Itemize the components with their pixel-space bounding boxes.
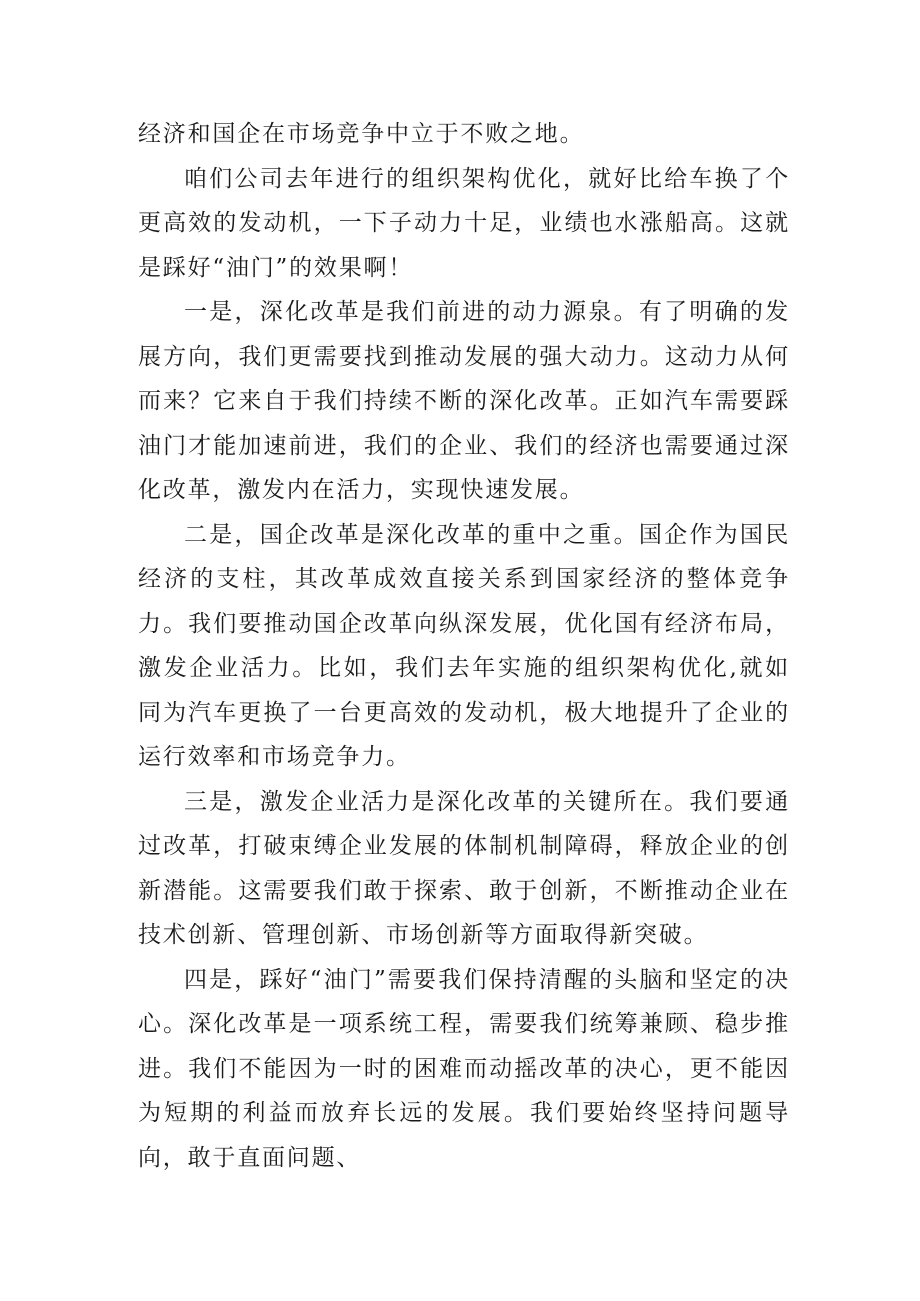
document-page (138, 112, 790, 1180)
paragraph-point-four: 四是，踩好“油门”需要我们保持清醒的头脑和坚定的决心。深化改革是一项系统工程，需要我们统筹兼顾、稳步推进。我们不能因为一时的困难而动摇改革的决心，更不能因为短期的利益而放弃长远的发展。我们要始终坚持问题导向，敢于直面问题、 (138, 966, 790, 1171)
paragraph-point-one: 一是，深化改革是我们前进的动力源泉。有了明确的发展方向，我们更需要找到推动发展的强大动力。这动力从何而来？它来自于我们持续不断的深化改革。正如汽车需要踩油门才能加速前进，我们的企业、我们的经济也需要通过深化改革，激发内在活力，实现快速发展。 (138, 299, 790, 503)
paragraph-point-three: 三是，激发企业活力是深化改革的关键所在。我们要通过改革，打破束缚企业发展的体制机制障碍，释放企业的创新潜能。这需要我们敢于探索、敢于创新，不断推动企业在技术创新、管理创新、市场创新等方面取得新突破。 (138, 788, 790, 948)
paragraph-company-example: 咱们公司去年进行的组织架构优化，就好比给车换了个更高效的发动机，一下子动力十足，业绩也水涨船高。这就是踩好“油门”的效果啊！ (138, 165, 790, 281)
paragraph-point-two: 二是，国企改革是深化改革的重中之重。国企作为国民经济的支柱，其改革成效直接关系到国家经济的整体竞争力。我们要推动国企改革向纵深发展，优化国有经济布局，激发企业活力。比如，我们去年实施的组织架构优化,就如同为汽车更换了一台更高效的发动机，极大地提升了企业的运行效率和市场竞争力。 (138, 521, 790, 770)
paragraph-continuation: 经济和国企在市场竞争中立于不败之地。 (138, 121, 585, 147)
